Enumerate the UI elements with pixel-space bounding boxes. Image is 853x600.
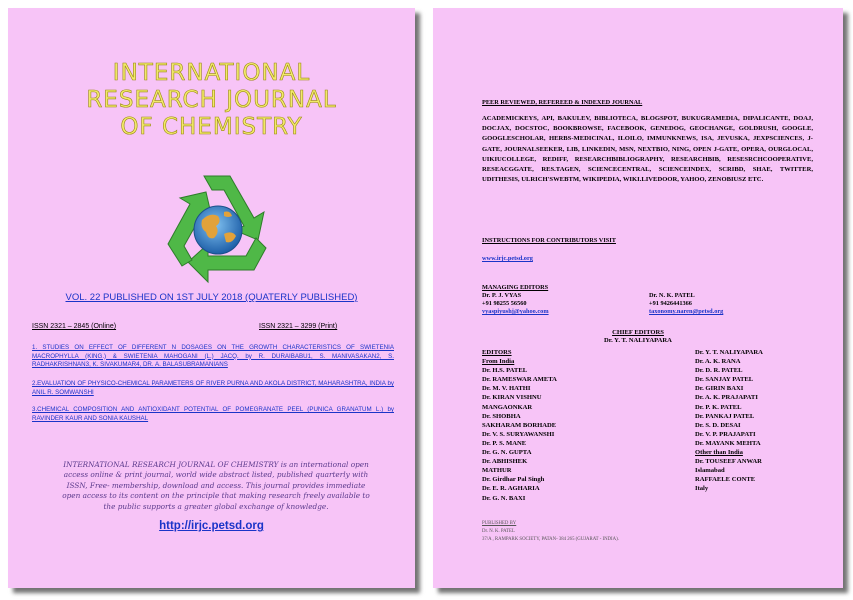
editor-left: MANGAONKAR [482,403,533,411]
editor-right: Dr. V. P. PRAJAPATI [695,430,756,438]
journal-title-line-2: RESEARCH JOURNAL [86,87,337,113]
publisher-block [482,520,619,544]
chief-editor-name: Dr. Y. T. NALIYAPARA [604,337,672,344]
journal-url-link[interactable]: http://irjc.petsd.org [159,520,264,532]
editors-left-column [482,348,557,503]
editor-right: RAFFAELE CONTE [695,476,756,484]
other-than-india-label: Other than India [695,449,743,457]
editor-right: Dr. P. K. PATEL [695,403,742,411]
instructions-url-link[interactable]: www.irjc.petsd.org [482,255,533,262]
editor-left: Dr. G. N. BAXI [482,494,526,502]
publisher-address: 37/A , RAMPARK SOCIETY, PATAN- 384 265 (GUJARAT - INDIA). [482,537,619,542]
editor-left: Dr. H.S. PATEL [482,367,528,375]
managing-right-name: Dr. N. K. PATEL [649,292,695,299]
editor-left: Dr. G. N. GUPTA [482,449,532,457]
volume-line: VOL. 22 PUBLISHED ON 1ST JULY 2018 (QUATERLY PUBLISHED) [65,292,358,303]
issn-online: ISSN 2321 – 2845 (Online) [32,323,117,330]
editor-left: SAKHARAM BORHADE [482,421,557,429]
editor-left: Dr. E. R. AGHARIA [482,485,540,493]
managing-editor-right [649,292,723,316]
editor-right: Dr. MAYANK MEHTA [695,439,761,447]
journal-title-line-3: OF CHEMISTRY [120,114,303,140]
article-2-link[interactable]: 2.EVALUATION OF PHYSICO-CHEMICAL PARAMETERS OF RIVER PURNA AND AKOLA DISTRICT, MAHARASHTRA, INDIA by ANIL R. SOMWANSHI [32,380,394,396]
editor-left: Dr. KIRAN VISHNU [482,394,542,402]
editorial-page [433,8,843,588]
editor-right: Dr. SANJAY PATEL [695,376,754,384]
editor-right: Dr. D. R. PATEL [695,367,743,375]
editor-left: Dr. V. S. SURYAWANSHI [482,430,555,438]
journal-description: INTERNATIONAL RESEARCH JOURNAL OF CHEMISTRY is an international open access online & print journal, world wide abstract listed, published quarterly with ISSN, Free- membership, download and access. This journal provides immediate open access to its content on the principle that making research freely available to the public supports a greater global exchange of knowledge. [62,460,370,511]
article-1-link[interactable]: 1. STUDIES ON EFFECT OF DIFFERENT N DOSAGES ON THE GROWTH CHARACTERISTICS OF SWIETENIA MACROPHYLLA (KING.) & SWIETENIA MAHOGANI (L.) JACQ. by R. DURAIBABU1, S. MANIVASAKAN2, S. RADHAKRISHNAN3, K. SIVAKUMAR4, DR. A. BALASUBRAMANIANS [32,344,394,369]
managing-editor-left [482,284,549,316]
editor-left: Dr. Girdhar Pal Singh [482,476,545,484]
publisher-name: Dr. N. K. PATEL [482,529,515,534]
managing-left-phone: +91 98255 56560 [482,300,527,307]
indexed-list: ACADEMICKEYS, API, BAKULEV, BIBLIOTECA, BLOGSPOT, BUKUGRAMEDIA, DIPALICANTE, DOAJ, DOCJAX, DOCSTOC, BOOKBROWSE, FACEBOOK, GENEDOG, GEOCHANGE, GOLDRUSH, GOOGLE, GOOGLESCHOLAR, HERBS-MEDICINAL, ILOILO, IMMUNKNEWS, ISA, JEVUSKA, JEXPSCIENCES, J-GATE, JOURNALSEEKER, LIB, LINKEDIN, MSN, NEXTBIO, NING, OPEN J-GATE, OPERA, OURGLOCAL, UIKIUCOLLEGE, REDIFF, RESEARCHBIBLIOGRAPHY, RESEARCHBIB, RESESRCHCOOPERATIVE, RESEACGGATE, RES.TAGEN, SCIENCECENTRAL, SCIENCEINDEX, SCRIBD, SHAE, TWITTER, UDITHESIS, ULRICH'SWEBTM, WIKIPEDIA, WIKI.LIVEDOOR, YAHOO, ZENOBIUSZ ETC. [482,115,813,184]
editor-left: Dr. ABHISHEK [482,458,528,466]
managing-left-email[interactable]: vyaspiyushj@yahoo.com [482,308,549,315]
published-by-label: PUBLISHED BY [482,521,517,526]
managing-left-name: Dr. P. J. VYAS [482,292,522,299]
editor-left: Dr. P. S. MANE [482,439,527,447]
editor-left: MATHUR [482,467,512,475]
editor-right: Italy [695,485,709,493]
editor-right: Islamabad [695,467,725,475]
managing-right-email[interactable]: taxonomy.naren@petsd.org [649,308,724,315]
chief-editors-block [433,329,843,345]
editor-left: Dr. SHOBHA [482,412,521,420]
instructions-heading: INSTRUCTIONS FOR CONTRIBUTORS VISIT [482,237,616,244]
managing-heading: MANAGING EDITORS [482,284,549,291]
editors-heading: EDITORS [482,349,512,356]
editor-right: Dr. A. K. PRAJAPATI [695,394,758,402]
editor-right: Dr. Y. T. NALIYAPARA [695,349,763,356]
issn-print: ISSN 2321 – 3299 (Print) [259,323,338,330]
editor-left: Dr. M. V. HATHI [482,385,531,393]
editor-right: Dr. S. D. DESAI [695,421,741,429]
indexed-heading: PEER REVIEWED, REFEREED & INDEXED JOURNAL [482,99,643,106]
logo-globe [194,206,242,254]
editor-right: Dr. TOUSEEF ANWAR [695,458,762,466]
cover-page [8,8,415,588]
journal-title-line-1: INTERNATIONAL [112,60,311,86]
editor-left: Dr. RAMESWAR AMETA [482,376,557,384]
editor-right: Dr. GIRIN BAXI [695,385,744,393]
managing-right-phone: +91 9426441366 [649,300,692,307]
editor-right: Dr. PANKAJ PATEL [695,412,755,420]
article-3-link[interactable]: 3.CHEMICAL COMPOSITION AND ANTIOXIDANT POTENTIAL OF POMEGRANATE PEEL (PUNICA GRANATUM L.) by RAVINDER KAUR AND SONIA KAUSHAL [32,406,394,422]
editor-right: Dr. A. K. RANA [695,358,741,366]
chief-editors-heading: CHIEF EDITORS [612,329,664,336]
journal-logo [162,170,272,285]
editors-right-column [695,348,763,494]
from-india-label: From India [482,358,515,366]
